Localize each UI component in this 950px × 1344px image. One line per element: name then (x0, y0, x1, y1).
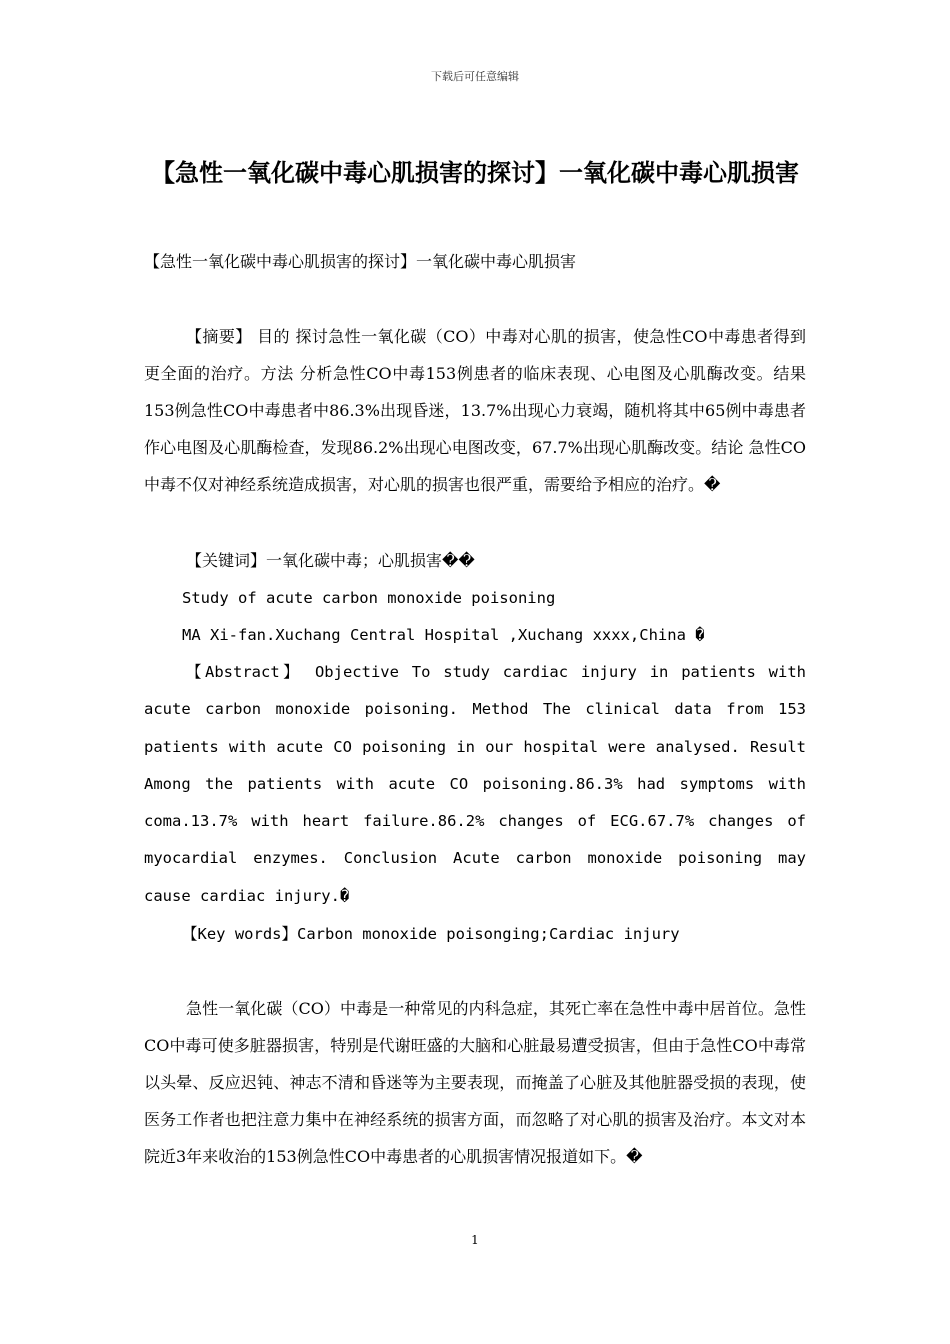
keywords-cn: 【关键词】一氧化碳中毒；心肌损害�� (186, 551, 475, 570)
header-note: 下载后可任意编辑 (431, 70, 519, 83)
keywords-en: 【Key words】Carbon monoxide poisonging;Cardiac injury (182, 925, 680, 943)
abstract-en-text: Objective To study cardiac injury in patients with acute carbon monoxide poisoning. Method The clinical data from 153 patients with acute CO poisoning in our hospital were analysed. Result Among the patients with acute CO poisoning.86.3% had symptoms with coma.13.7% with heart failure.86.2% changes of ECG.67.7% changes of myocardial enzymes. Conclusion Acute carbon monoxide poisoning may cause cardiac injury.� (144, 663, 807, 905)
intro-paragraph: 急性一氧化碳（CO）中毒是一种常见的内科急症，其死亡率在急性中毒中居首位。急性CO中毒可使多脏器损害，特别是代谢旺盛的大脑和心脏最易遭受损害，但由于急性CO中毒常以头晕、反应迟钝、神志不清和昏迷等为主要表现，而掩盖了心脏及其他脏器受损的表现，使医务工作者也把注意力集中在神经系统的损害方面，而忽略了对心肌的损害及治疗。本文对本院近3年来收治的153例急性CO中毒患者的心肌损害情况报道如下。� (144, 999, 806, 1166)
page-number: 1 (471, 1233, 479, 1247)
english-author: MA Xi-fan.Xuchang Central Hospital ,Xuchang xxxx,China � (182, 626, 705, 644)
english-title: Study of acute carbon monoxide poisoning (182, 589, 556, 607)
document-title: 【急性一氧化碳中毒心肌损害的探讨】一氧化碳中毒心肌损害 (151, 159, 799, 187)
abstract-cn-paragraph (144, 318, 806, 503)
abstract-en-label: 【Abstract】 (186, 663, 303, 681)
document-subtitle: 【急性一氧化碳中毒心肌损害的探讨】一氧化碳中毒心肌损害 (144, 252, 577, 271)
abstract-en-paragraph (144, 654, 806, 915)
abstract-cn-text: 目的 探讨急性一氧化碳（CO）中毒对心肌的损害，使急性CO中毒患者得到更全面的治疗。方法 分析急性CO中毒153例患者的临床表现、心电图及心肌酶改变。结果 153例急性CO中毒患者中86.3%出现昏迷，13.7%出现心力衰竭，随机将其中65例中毒患者作心电图及心肌酶检查，发现86.2%出现心电图改变，67.7%出现心肌酶改变。结论 急性CO中毒不仅对神经系统造成损害，对心肌的损害也很严重，需要给予相应的治疗。� (144, 327, 806, 494)
abstract-cn-label: 【摘要】 (186, 327, 252, 346)
